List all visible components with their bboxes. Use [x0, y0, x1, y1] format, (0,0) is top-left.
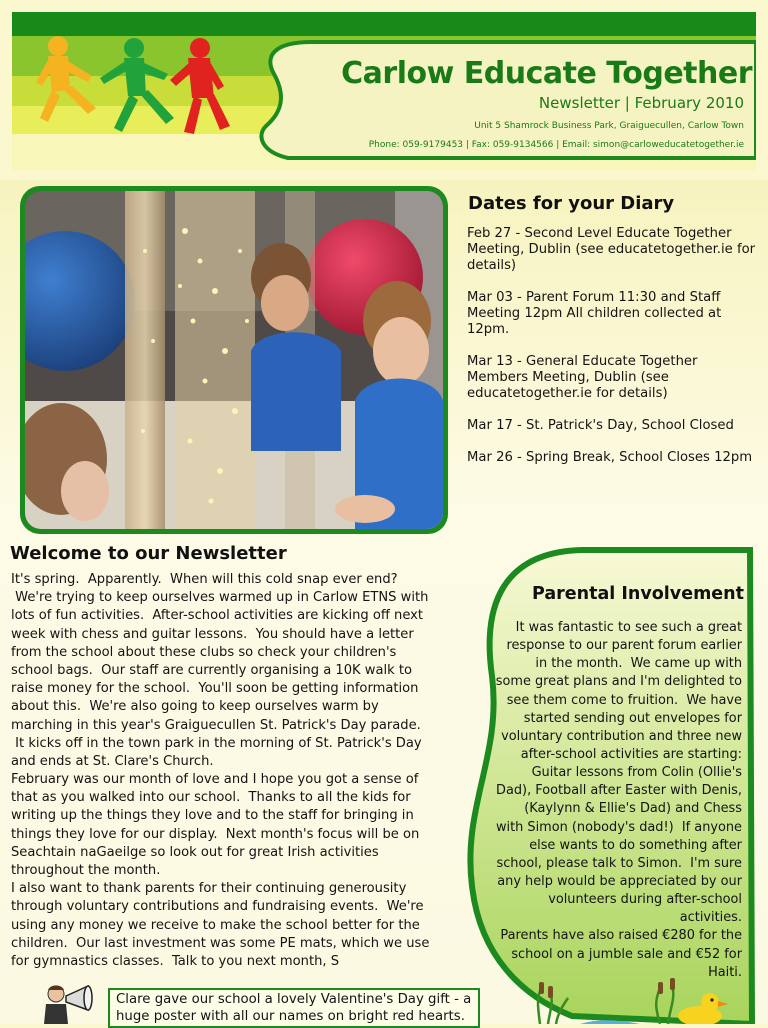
diary-list — [467, 226, 757, 482]
reeds-icon — [538, 984, 673, 1024]
welcome-line: I also want to thank parents for their continuing generousity — [11, 881, 407, 897]
masthead — [12, 12, 756, 170]
parental-body — [482, 619, 742, 982]
school-name: Carlow Educate Together — [341, 56, 752, 91]
welcome-body — [11, 571, 441, 971]
parental-line: some great plans and I'm delighted to — [495, 674, 742, 690]
diary-item: Feb 27 - Second Level Educate Together Meeting, Dublin (see educatetogether.ie for details) — [467, 226, 756, 273]
welcome-line: It kicks off in the town park in the morning of St. Patrick's Day — [11, 735, 422, 751]
welcome-line: from the school about these clubs so check your children's — [11, 644, 397, 660]
welcome-line: marching in this year's Graiguecullen St. Patrick's Day parade. — [11, 717, 421, 733]
parental-line: Parents have also raised €280 for the — [500, 928, 742, 944]
valentine-line: Clare gave our school a lovely Valentine's Day gift - a — [116, 992, 472, 1007]
diary-item: Mar 26 - Spring Break, School Closes 12pm — [467, 450, 753, 465]
welcome-line: February was our month of love and I hope you got a sense of — [11, 772, 419, 788]
newsletter-issue: Newsletter | February 2010 — [538, 94, 744, 112]
valentine-line: huge poster with all our names on bright red hearts. — [116, 1009, 465, 1024]
parental-line: else wants to do something after — [529, 837, 742, 853]
parental-line: with Simon (nobody's dad!) If anyone — [495, 819, 742, 835]
welcome-line: raise money for the school. You'll soon be getting information — [11, 681, 419, 697]
welcome-line: It's spring. Apparently. When will this cold snap ever end? — [11, 572, 398, 587]
parental-line: voluntary contribution and three new — [501, 728, 742, 744]
children-bubble-tube-photo — [25, 191, 443, 529]
school-address: Unit 5 Shamrock Business Park, Graiguecullen, Carlow Town — [474, 121, 744, 131]
diary-item: Mar 17 - St. Patrick's Day, School Closed — [467, 418, 734, 433]
diary-title: Dates for your Diary — [468, 193, 675, 214]
contact-details: Phone: 059-9179453 | Fax: 059-9134566 | Email: simon@carloweducatetogether.ie — [368, 140, 744, 150]
welcome-line: through voluntary contributions and fundraising events. We're — [11, 899, 424, 915]
welcome-line: and ends at St. Clare's Church. — [11, 753, 214, 769]
parental-line: after-school activities are starting: — [520, 746, 742, 762]
parental-line: any help would be appreciated by our — [497, 873, 742, 889]
welcome-line: writing up the things they love and to the staff for bringing in — [11, 808, 414, 824]
parental-line: volunteers during after-school — [548, 892, 742, 908]
welcome-line: things they love for our display. Next month's focus will be on — [11, 826, 420, 842]
parental-line: started sending out envelopes for — [523, 710, 742, 726]
parental-line: see them come to fruition. We have — [506, 692, 742, 708]
welcome-line: Seachtain naGaeilge so look out for great Irish activities — [11, 844, 379, 860]
welcome-line: that as you walked into our school. Thanks to all the kids for — [11, 790, 411, 806]
welcome-line: lots of fun activities. After-school activities are kicking off next — [11, 608, 424, 624]
parental-title: Parental Involvement — [532, 584, 744, 604]
welcome-line: week with chess and guitar lessons. You should have a letter — [11, 626, 414, 642]
parental-line: school on a jumble sale and €52 for — [511, 946, 742, 962]
megaphone-person-icon — [40, 984, 100, 1024]
photo-frame — [20, 186, 448, 534]
welcome-line: children. Our last investment was some PE mats, which we use — [11, 935, 430, 951]
parental-line: Guitar lessons from Colin (Ollie's — [531, 765, 742, 781]
parental-line: school, please talk to Simon. I'm sure — [496, 855, 742, 871]
parental-line: Haiti. — [708, 964, 742, 980]
parental-line: response to our parent forum earlier — [506, 638, 742, 654]
parental-line: in the month. We came up with — [535, 656, 742, 672]
welcome-line: We're trying to keep ourselves warmed up in Carlow ETNS with — [11, 590, 429, 606]
parental-line: activities. — [679, 910, 742, 926]
running-children-icon — [34, 34, 244, 146]
welcome-line: school bags. Our staff are currently organising a 10K walk to — [11, 662, 413, 678]
welcome-line: for gymnastics classes. Talk to you next month, S — [11, 953, 340, 969]
welcome-line: throughout the month. — [11, 863, 161, 878]
pond-decoration — [520, 968, 750, 1024]
valentine-note — [108, 988, 480, 1028]
parental-line: Dad), Football after Easter with Denis, — [496, 783, 742, 799]
parental-line: (Kaylynn & Ellie's Dad) and Chess — [524, 801, 742, 817]
diary-item: Mar 13 - General Educate Together Members Meeting, Dublin (see educatetogether.ie for details) — [467, 354, 698, 401]
parental-line: It was fantastic to see such a great — [515, 620, 742, 635]
duck-icon — [678, 993, 728, 1024]
welcome-title: Welcome to our Newsletter — [10, 543, 287, 564]
diary-item: Mar 03 - Parent Forum 11:30 and Staff Meeting 12pm All children collected at 12pm. — [467, 290, 722, 337]
welcome-line: using any money we receive to make the school better for the — [11, 917, 420, 933]
welcome-line: about this. We're also going to keep ourselves warm by — [11, 699, 379, 715]
